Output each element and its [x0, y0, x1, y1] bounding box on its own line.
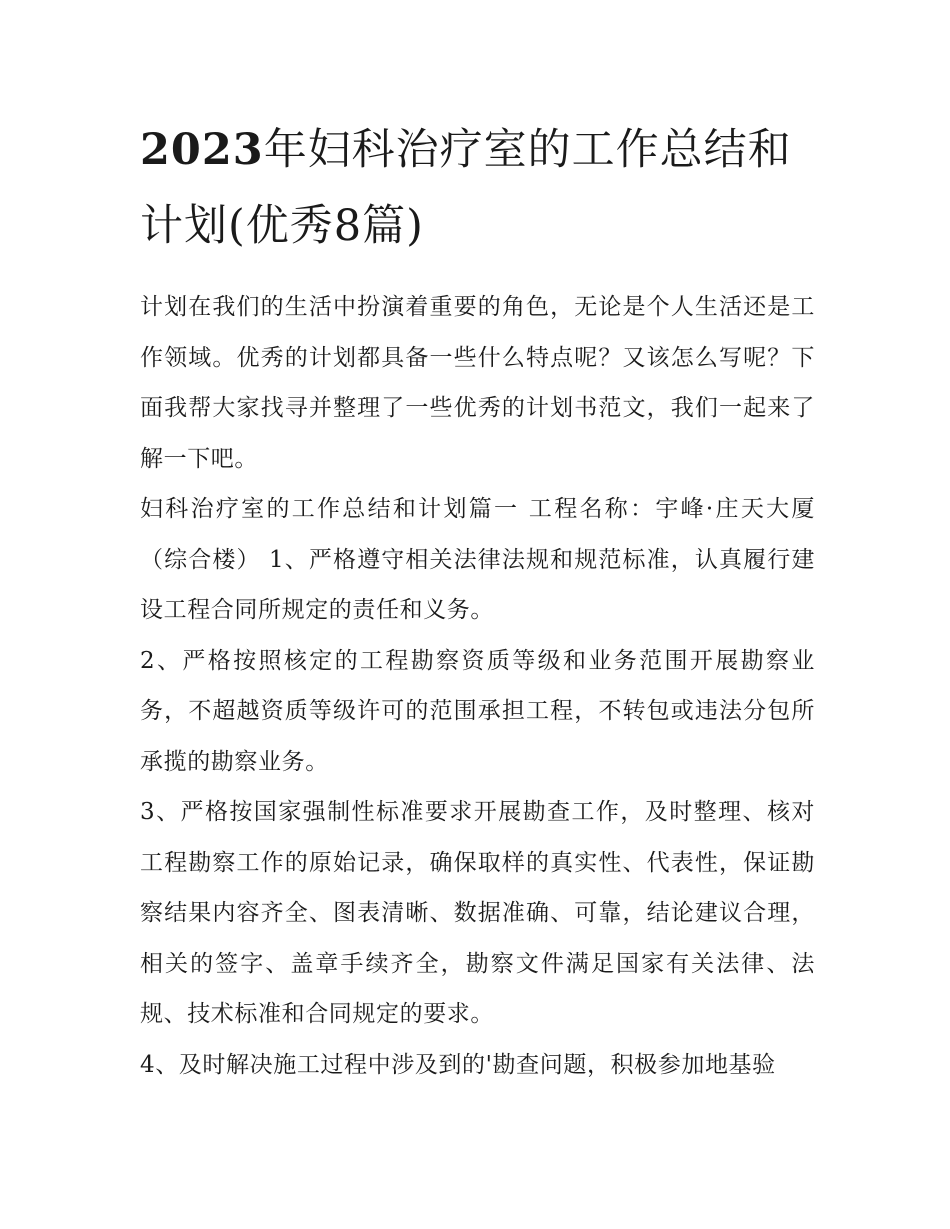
intro-paragraph: 计划在我们的生活中扮演着重要的角色，无论是个人生活还是工作领域。优秀的计划都具备一些什么特点呢？又该怎么写呢？下面我帮大家找寻并整理了一些优秀的计划书范文，我们一起来了解一下吧。 [140, 294, 815, 472]
item-4-paragraph: 4、及时解决施工过程中涉及到的'勘查问题，积极参加地基验 [140, 1051, 776, 1078]
title-year: 2023 [140, 125, 264, 175]
title-text: 年妇科治疗室的工作总结和计划(优秀8篇) [140, 125, 792, 251]
item-2-paragraph: 2、严格按照核定的工程勘察资质等级和业务范围开展勘察业务，不超越资质等级许可的范围承担工程，不转包或违法分包所承揽的勘察业务。 [140, 647, 815, 775]
document-title [140, 112, 815, 264]
item-3-paragraph: 3、严格按国家强制性标准要求开展勘查工作，及时整理、核对工程勘察工作的原始记录，确保取样的真实性、代表性，保证勘察结果内容齐全、图表清晰、数据准确、可靠，结论建议合理，相关的签字、盖章手续齐全，勘察文件满足国家有关法律、法规、技术标准和合同规定的要求。 [140, 799, 815, 1027]
document-page [140, 112, 815, 1090]
section-one-paragraph: 妇科治疗室的工作总结和计划篇一 工程名称：宇峰·庄天大厦（综合楼） 1、严格遵守相关法律法规和规范标准，认真履行建设工程合同所规定的责任和义务。 [140, 496, 815, 623]
